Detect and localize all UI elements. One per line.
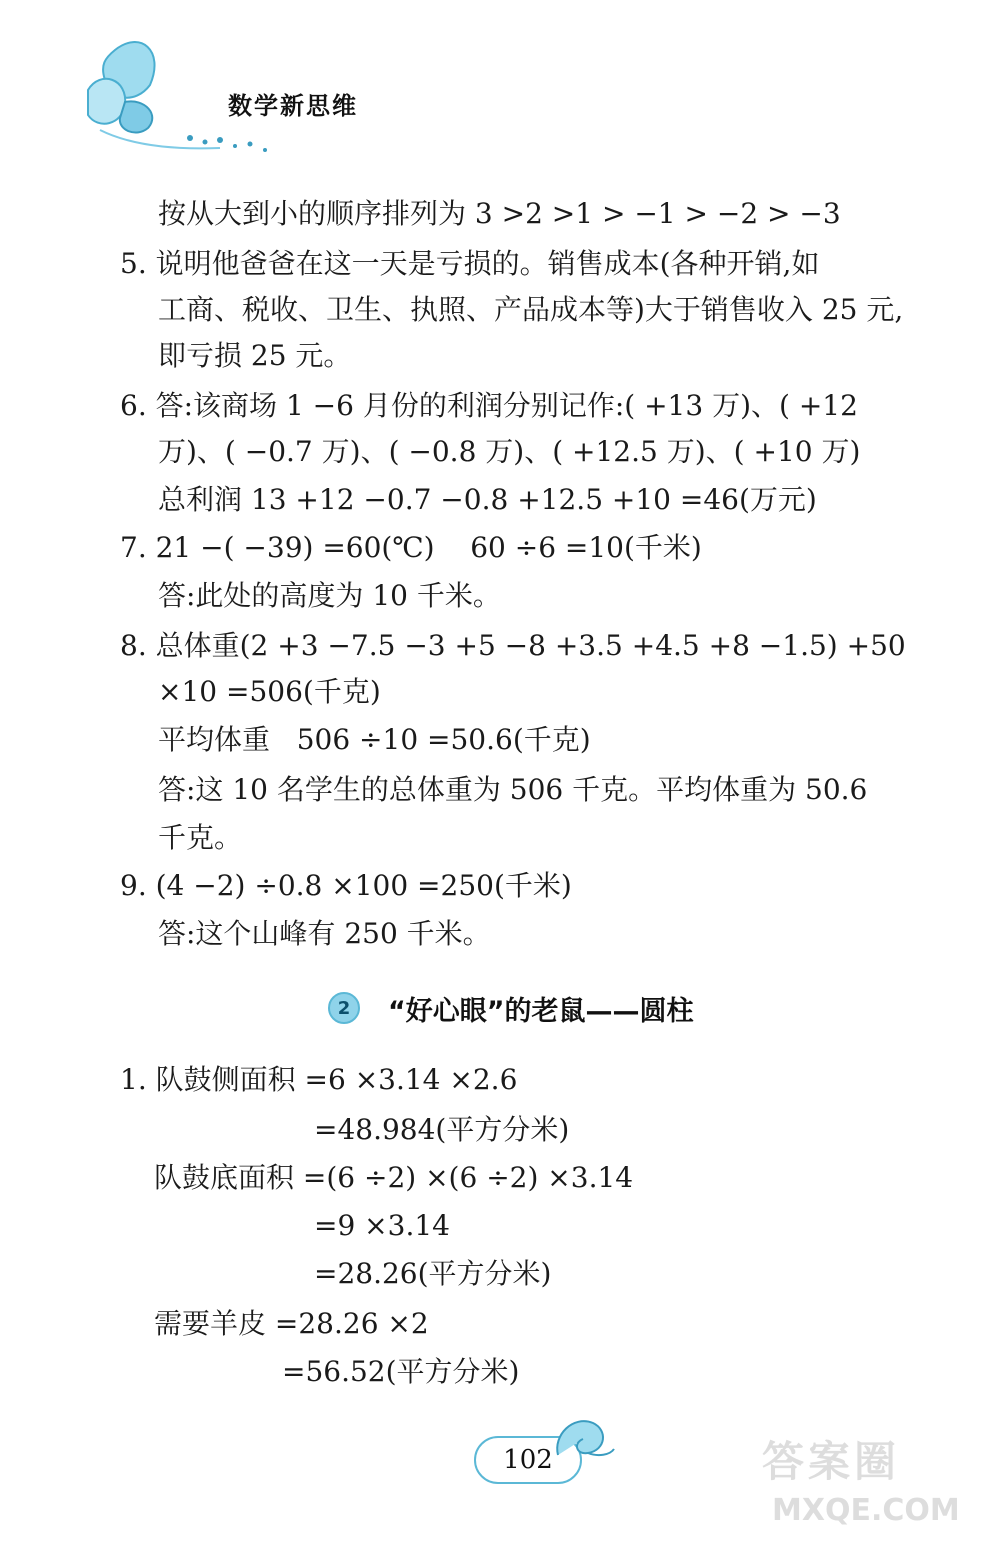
- answer-line: =9 ×3.14: [314, 1209, 450, 1242]
- section-number-badge: 2: [328, 992, 360, 1024]
- page-number: 102: [474, 1436, 582, 1484]
- answer-line: 9. (4 −2) ÷0.8 ×100 =250(千米): [120, 869, 572, 902]
- answer-line: 工商、税收、卫生、执照、产品成本等)大于销售收入 25 元,: [158, 293, 904, 326]
- watermark-text: 答案圈: [762, 1437, 901, 1486]
- watermark-url: MXQE.COM: [772, 1493, 960, 1528]
- answer-line: 即亏损 25 元。: [158, 339, 352, 372]
- answer-line: 5. 说明他爸爸在这一天是亏损的。销售成本(各种开销,如: [120, 247, 820, 280]
- answer-line: 按从大到小的顺序排列为 3 >2 >1 > −1 > −2 > −3: [158, 197, 841, 230]
- answer-line: =56.52(平方分米): [282, 1355, 520, 1388]
- answer-line: 总利润 13 +12 −0.7 −0.8 +12.5 +10 =46(万元): [158, 483, 817, 516]
- answer-line: 队鼓底面积 =(6 ÷2) ×(6 ÷2) ×3.14: [154, 1161, 634, 1194]
- watermark: [762, 1409, 982, 1539]
- answer-line: 万)、( −0.7 万)、( −0.8 万)、( +12.5 万)、( +10 万): [158, 435, 861, 468]
- answer-line: 答:这 10 名学生的总体重为 506 千克。平均体重为 50.6: [158, 773, 868, 806]
- answer-line: 1. 队鼓侧面积 =6 ×3.14 ×2.6: [120, 1063, 518, 1096]
- answer-line: ×10 =506(千克): [158, 675, 381, 708]
- snail-decoration-icon: [548, 1405, 618, 1465]
- header-title: 数学新思维: [228, 92, 358, 120]
- answer-line: 需要羊皮 =28.26 ×2: [154, 1307, 429, 1340]
- section-heading: [328, 986, 694, 1030]
- answer-line: 7. 21 −( −39) =60(℃) 60 ÷6 =10(千米): [120, 531, 702, 564]
- answer-line: 答:此处的高度为 10 千米。: [158, 579, 501, 612]
- answer-line: 答:这个山峰有 250 千米。: [158, 917, 491, 950]
- answer-line: 千克。: [158, 821, 243, 854]
- answer-line: 6. 答:该商场 1 −6 月份的利润分别记作:( +13 万)、( +12: [120, 389, 858, 422]
- answer-line: =48.984(平方分米): [314, 1113, 570, 1146]
- answer-line: =28.26(平方分米): [314, 1257, 552, 1290]
- answer-line: 平均体重 506 ÷10 =50.6(千克): [158, 723, 591, 756]
- answer-line: 8. 总体重(2 +3 −7.5 −3 +5 −8 +3.5 +4.5 +8 −1.5) +50: [120, 629, 906, 662]
- section-title: “好心眼”的老鼠——圆柱: [388, 995, 694, 1027]
